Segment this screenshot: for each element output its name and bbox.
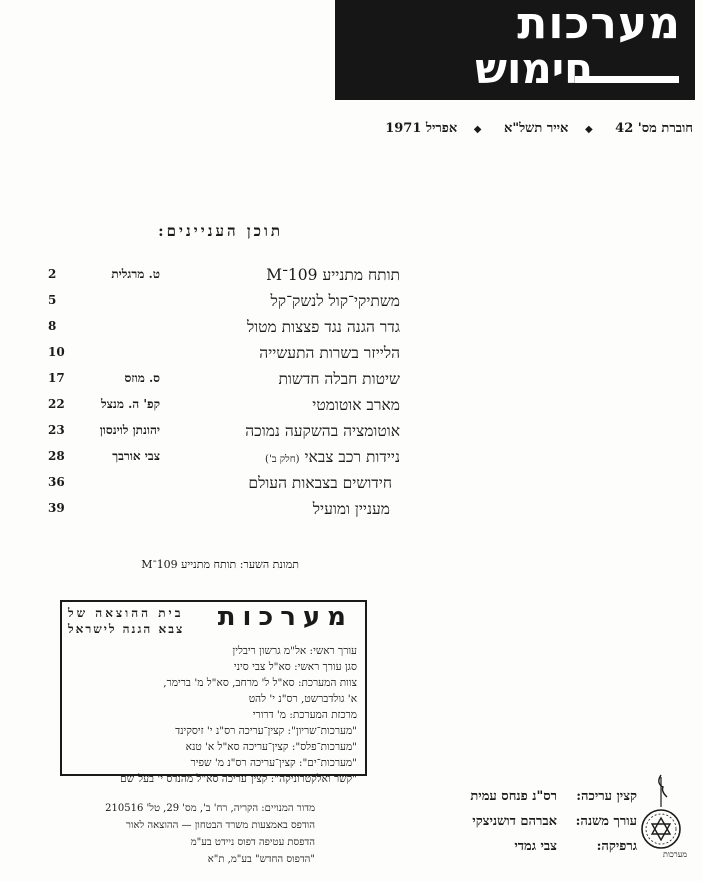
credit-label: גרפיקה: bbox=[596, 839, 637, 854]
credit-line bbox=[470, 784, 637, 809]
toc-item-page: 36 bbox=[48, 475, 65, 489]
toc-item[interactable] bbox=[40, 266, 400, 290]
staff-list bbox=[67, 643, 357, 787]
diamond-icon: ◆ bbox=[584, 124, 593, 135]
toc-item-title: מעניין ומועיל bbox=[312, 500, 390, 518]
issue-date: אפריל 1971 bbox=[385, 121, 458, 136]
credit-label: עורך משנה: bbox=[575, 814, 637, 829]
staff-line: עורך ראשי: אל"מ גרשון ריבלין bbox=[232, 645, 357, 657]
issue-number: חוברת מס' 42 bbox=[615, 121, 693, 136]
credit-line bbox=[470, 834, 637, 859]
toc-item[interactable] bbox=[40, 318, 400, 342]
credits bbox=[470, 784, 637, 859]
publisher-idf: צבא הגנה לישראל bbox=[68, 622, 185, 636]
toc-item-page: 10 bbox=[48, 345, 65, 359]
toc-item[interactable] bbox=[40, 474, 400, 498]
credit-value: רס"נ פנחס עמית bbox=[470, 789, 557, 804]
toc-item-author: קפ' ה. מנצל bbox=[101, 397, 160, 411]
credit-line bbox=[470, 809, 637, 834]
toc-item[interactable] bbox=[40, 448, 400, 472]
toc-item-page: 2 bbox=[48, 267, 57, 281]
toc-item-author: ס. מוזס bbox=[124, 371, 160, 385]
toc-item[interactable] bbox=[40, 370, 400, 394]
maarachot-emblem-icon bbox=[637, 773, 693, 861]
toc-item-title-text: ניידות רכב צבאי bbox=[304, 448, 400, 466]
masthead bbox=[335, 0, 695, 100]
toc-item-author: צבי אורבך bbox=[112, 449, 160, 463]
staff-line: "מערכות־פלס": קצין־עריכה סא"ל א' טנא bbox=[185, 741, 357, 753]
toc-item-title: הלייזר בשרות התעשייה bbox=[259, 344, 400, 362]
toc-item-page: 8 bbox=[48, 319, 57, 333]
cover-caption: תמונת השער: תותח מתנייע 109־M bbox=[141, 558, 299, 571]
issue-hebrew-date: אייר תשל"א bbox=[503, 121, 569, 136]
credit-value: צבי גמדי bbox=[514, 839, 557, 854]
toc-item-title: אוטומציה בהשקעה נמוכה bbox=[245, 422, 400, 440]
staff-line: א' גולדברשט, רס"נ י' להט bbox=[248, 693, 357, 705]
toc-item-title: שיטות חבלה חדשות bbox=[278, 370, 400, 388]
toc-item-title: משתיקי־קול לנשק־קל bbox=[270, 292, 400, 310]
printer-line: מדור המנויים: הקריה, רח' ב', מס' 29, טל' 210516 bbox=[105, 803, 315, 814]
toc-item-note: (חלק ב') bbox=[265, 454, 300, 465]
staff-line: "מערכות־ים": קצין־עריכה רס"נ מ' שפיר bbox=[190, 757, 357, 769]
staff-line: מרכזת המערכת: מ' דרורי bbox=[252, 709, 357, 721]
publisher-house: בית ההוצאה של bbox=[68, 606, 184, 620]
publisher-brand: מערכות bbox=[217, 602, 353, 632]
toc-item[interactable] bbox=[40, 344, 400, 368]
printer-line: הדפסת עטיפה דפוס ניידט בע"מ bbox=[190, 837, 315, 848]
toc-item-title: גדר הגנה נגד פצצות מטול bbox=[246, 318, 400, 336]
printer-line: הודפס באמצעות משרד הבטחון — ההוצאה לאור bbox=[126, 820, 315, 831]
toc-item-page: 17 bbox=[48, 371, 65, 385]
toc-heading: תוכן העניינים: bbox=[158, 222, 283, 240]
toc-item-page: 28 bbox=[48, 449, 65, 463]
toc-item[interactable] bbox=[40, 422, 400, 446]
staff-line: סגן עורך ראשי: סא"ל צבי סיני bbox=[233, 661, 357, 673]
toc-item-title: מארב אוטומטי bbox=[312, 396, 400, 414]
toc-item-page: 39 bbox=[48, 501, 65, 515]
toc-item-author: ט. מרגלית bbox=[111, 267, 160, 281]
credit-label: קצין עריכה: bbox=[576, 789, 637, 804]
masthead-subtitle: חימוש bbox=[475, 44, 593, 93]
printer-line: "הדפוס החדש" בע"מ, ת"א bbox=[207, 854, 315, 865]
toc-item[interactable] bbox=[40, 500, 400, 524]
toc-item-author: יהונתן לוינסון bbox=[99, 423, 160, 437]
staff-line: צוות המערכת: סא"ל ל' מרחב, סא"ל מ' ברימר, bbox=[163, 677, 357, 689]
toc-item-title: תותח מתנייע 109־M bbox=[266, 266, 400, 284]
toc-item-title bbox=[265, 448, 400, 467]
printer-info bbox=[105, 800, 315, 868]
publisher-box bbox=[60, 600, 367, 785]
toc-item-page: 5 bbox=[48, 293, 57, 307]
staff-line: "מערכות־שריון": קצין־עריכה רס"נ י' זיסקינד bbox=[175, 725, 357, 737]
toc-item[interactable] bbox=[40, 396, 400, 420]
issue-line bbox=[379, 120, 693, 136]
toc-item-title: חידושים בצבאות העולם bbox=[248, 474, 392, 492]
credit-value: אברהם דושניצקי bbox=[472, 814, 557, 829]
toc-item-page: 22 bbox=[48, 397, 65, 411]
diamond-icon: ◆ bbox=[473, 124, 482, 135]
masthead-title: מערכות bbox=[517, 0, 681, 49]
staff-line: "קשר ואלקטרוניקה": קצין־עריכה סא"ל מהנדס י' בעל־שם bbox=[120, 773, 357, 785]
toc-item[interactable] bbox=[40, 292, 400, 316]
emblem-text: מערכות bbox=[662, 850, 687, 859]
toc-item-page: 23 bbox=[48, 423, 65, 437]
